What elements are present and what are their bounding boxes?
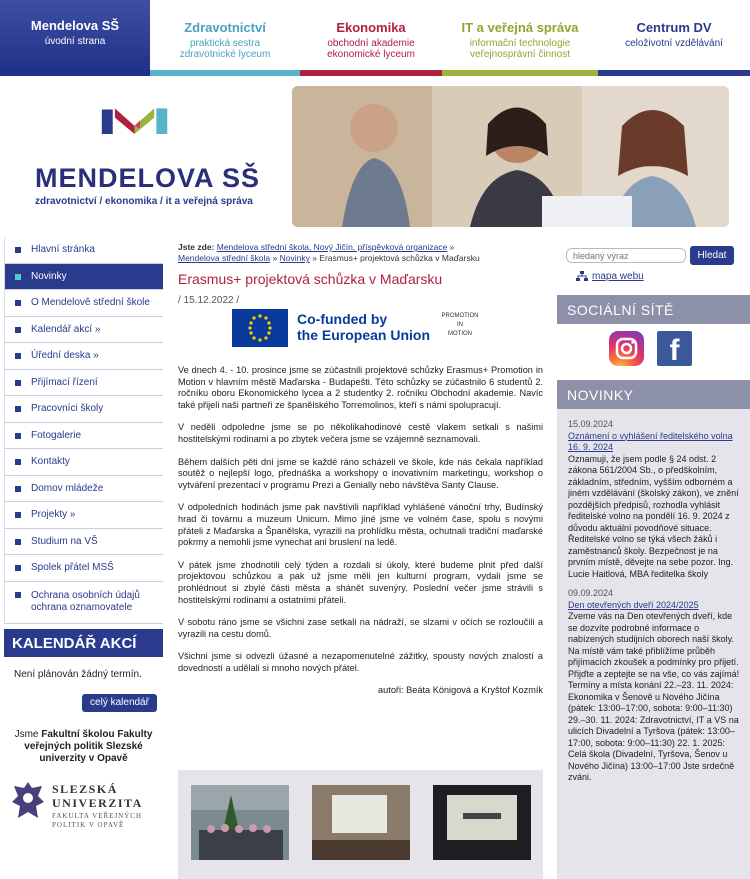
social-heading: SOCIÁLNÍ SÍTĚ	[557, 295, 750, 324]
site-map-label[interactable]: mapa webu	[592, 271, 644, 282]
site-map-link[interactable]	[576, 271, 644, 282]
facebook-icon[interactable]: f	[657, 331, 692, 366]
left-navigation	[4, 237, 163, 624]
sidebar-item-kontakty[interactable]	[4, 449, 163, 476]
sidebar-item-label: Projekty »	[31, 509, 76, 521]
sidebar-item-ochrana-udaju[interactable]	[4, 582, 163, 624]
eu-flag-icon	[232, 309, 288, 347]
sidebar-item-spolek[interactable]	[4, 555, 163, 582]
tab-title: Zdravotnictví	[184, 20, 266, 35]
sidebar-item-label: Ochrana osobních údajů ochrana oznamovatele	[31, 590, 140, 613]
tab-title: Centrum DV	[636, 20, 712, 35]
university-eagle-logo[interactable]	[10, 778, 46, 826]
eu-cofunded-text: Co-funded by the European Union	[297, 311, 430, 343]
sidebar-item-kalendar[interactable]	[4, 317, 163, 344]
sidebar-item-label: Kontakty	[31, 456, 70, 468]
news-title-link[interactable]: Oznámení o vyhlášení ředitelského volna 16. 9. 2024	[568, 430, 733, 452]
news-text: Zveme vás na Den otevřených dveří, kde se dozvíte podrobné informace o nabízených studijních oborech naší školy. Na místě vám také přiblížíme průběh přijímacích zkoušek a podmínky pro přijetí. Přijďte a zeptejte se na vše, co vás zajímá! Termíny a místa konání 22.–23. 11. 2024: Ekonomika v Šenově u Nového Jičína (pátek: 13:00–17:00, sobota: 9:00–11:30) 29.–30. 11. 2024: Zdravotnictví, IT a VS na ulicích Divadelní a Tyršova (pátek: 13:00–17:00, sobota: 9:00–11:30) 22. 1. 2025: Celá škola (Divadelní, Tyršova, Šenov u Nového Jičína) 13:00–17:00 Jste srdečně zváni.	[568, 611, 740, 782]
instagram-icon[interactable]	[609, 331, 644, 366]
bullet-icon	[15, 406, 21, 412]
affiliation-prefix: Jsme	[14, 729, 39, 740]
tab-it-verejna-sprava[interactable]	[442, 0, 598, 76]
sidebar-item-label: O Mendelově střední škole	[31, 297, 150, 309]
breadcrumb-link[interactable]: Mendelova střední škola	[178, 253, 271, 263]
sidebar-item-novinky[interactable]	[4, 264, 163, 291]
gallery-photo[interactable]	[191, 785, 289, 860]
instagram-glyph	[609, 331, 644, 366]
bullet-icon	[15, 433, 21, 439]
faculty-name: FAKULTA VEŘEJNÝCH POLITIK V OPAVĚ	[52, 812, 143, 829]
tab-subtitle: informační technologie veřejnosprávní činnost	[469, 38, 571, 60]
bullet-icon	[15, 486, 21, 492]
article-title: Erasmus+ projektová schůzka v Maďarsku	[178, 271, 443, 287]
news-heading: NOVINKY	[557, 380, 750, 409]
news-text: Oznamuji, že jsem podle § 24 odst. 2 zákona 561/2004 Sb., o předškolním, základním, středním, vyšším odborném a jiném vzdělávání (školský zákon), ve znění pozdějších předpisů, rozhodla vyhlásit ředitelské volno na pondělí 16. 9. 2024 z důvodu aktuální povodňové situace. Ředitelské volno se týká všech žáků i zaměstnanců školy. Bezpečnost je na prvním místě, děvejte na sebe pozor. Ing. Lucie Haitlová, MBA ředitelka školy	[568, 453, 739, 579]
sidebar-item-label: Hlavní stránka	[31, 244, 95, 256]
sidebar-item-pracovnici[interactable]	[4, 396, 163, 423]
sidebar-item-label: Úřední deska »	[31, 350, 99, 362]
affiliation-bold: Fakultní školou Fakulty veřejných politik Slezské univerzity v Opavě	[24, 729, 153, 764]
tab-subtitle: úvodní strana	[44, 36, 106, 47]
bullet-icon	[15, 592, 21, 598]
sidebar-item-uredni-deska[interactable]	[4, 343, 163, 370]
sidebar-item-prijimaci-rizeni[interactable]	[4, 370, 163, 397]
article-date: / 15.12.2022 /	[178, 295, 240, 306]
bullet-icon	[15, 512, 21, 518]
news-list	[557, 409, 750, 879]
breadcrumb-link[interactable]: Mendelova střední škola, Nový Jičín, příspěvková organizace	[216, 242, 448, 252]
sidebar-item-label: Pracovníci školy	[31, 403, 104, 415]
bullet-icon	[15, 247, 21, 253]
bullet-icon	[15, 274, 21, 280]
banner-people-image	[292, 86, 729, 227]
bullet-icon	[15, 565, 21, 571]
news-item	[568, 419, 740, 580]
tab-centrum-dv[interactable]	[598, 0, 750, 76]
article-paragraph: V pátek jsme zhodnotili celý týden a rozdali si úkoly, které budeme plnit před další projektovou schůzkou a pak už jsme měli jen kulturní program, vydali jsme se prohlédnout si zbylé části města a shánět suvenýry. Poslední večer jsme strávili s hostitelskými rodinami a ostatními přáteli.	[178, 559, 543, 605]
article-paragraph: Během dalších pěti dní jsme se každé ráno scházeli ve škole, kde nás čekala například soutěž o nejlepší logo, přednáška a workshopy o inovativním marketingu, workshop o vytváření prezentací v programu Prezi a Genially nebo návštěva Santy Clause.	[178, 456, 543, 490]
calendar-heading: KALENDÁŘ AKCÍ	[4, 629, 163, 657]
sidebar-item-hlavni-stranka[interactable]	[4, 237, 163, 264]
tab-color-bar	[598, 70, 750, 76]
promotion-in-motion-logo: PROMOTION IN MOTION	[441, 313, 479, 337]
logo-name: MENDELOVA SŠ	[35, 163, 261, 193]
search-button[interactable]: Hledat	[690, 246, 734, 265]
breadcrumb-label: Jste zde:	[178, 242, 215, 252]
sidebar-item-label: Novinky	[31, 270, 67, 282]
logo-tagline: zdravotnictví / ekonomika / it a veřejná správa	[35, 196, 253, 207]
university-affiliation	[4, 729, 163, 765]
top-navigation	[0, 0, 750, 76]
breadcrumb-link[interactable]: Novinky	[279, 253, 310, 263]
photo-gallery	[178, 770, 543, 879]
tab-title: Mendelova SŠ	[30, 18, 120, 33]
tab-subtitle: obchodní akademie ekonomické lyceum	[327, 38, 415, 60]
tab-mendelova-ss[interactable]	[0, 0, 150, 76]
article-paragraph: Ve dnech 4. - 10. prosince jsme se zúčastnili projektové schůzky Erasmus+ Promotion in Motion v hlavním městě Maďarska - Budapešti. Této schůzky se zúčastnilo 6 studentů 2. ročníku oboru Ekonomického lycea a 2 studentky 2. ročníku Obchodní akademie. Navíc také přijeli naši partneři ze španělského Torremolinos, kteří s námi spolupracují.	[178, 365, 543, 410]
sidebar-item-studium-vs[interactable]	[4, 529, 163, 556]
breadcrumb-current: Erasmus+ projektová schůzka v Maďarsku	[319, 253, 480, 263]
tab-subtitle: celoživotní vzdělávání	[625, 38, 723, 49]
bullet-icon	[15, 539, 21, 545]
sidebar-item-label: Studium na VŠ	[31, 535, 98, 547]
sidebar-item-label: Kalendář akcí »	[31, 323, 101, 335]
header-banner-photo	[292, 86, 729, 227]
breadcrumb: Jste zde: Mendelova střední škola, Nový Jičín, příspěvková organizace » Mendelova střední škola » Novinky » Erasmus+ projektová schůzka v Maďarsku	[178, 242, 480, 263]
news-date: 09.09.2024	[568, 588, 614, 598]
calendar-empty-text: Není plánován žádný termín.	[14, 669, 142, 680]
article-author: autoři: Beáta Königová a Kryštof Kozmík	[378, 685, 543, 696]
sidebar-item-fotogalerie[interactable]	[4, 423, 163, 450]
bullet-icon	[15, 327, 21, 333]
tab-zdravotnictvi[interactable]	[150, 0, 300, 76]
gallery-photo[interactable]	[433, 785, 531, 860]
full-calendar-button[interactable]: celý kalendář	[82, 694, 157, 712]
sidebar-item-label: Fotogalerie	[31, 429, 82, 441]
tab-color-bar	[150, 70, 300, 76]
eu-cofunded-logo	[232, 309, 432, 349]
bullet-icon	[15, 459, 21, 465]
school-logo-mark[interactable]	[95, 104, 245, 164]
article-paragraph: V sobotu ráno jsme se všichni zase setkali na nádraží, se slzami v očích se rozloučili a vyrazili na cestu domů.	[178, 617, 543, 639]
news-title-link[interactable]: Den otevřených dveří 2024/2025	[568, 599, 699, 610]
bullet-icon	[15, 300, 21, 306]
sitemap-icon	[576, 271, 588, 281]
bullet-icon	[15, 380, 21, 386]
tab-subtitle: praktická sestra zdravotnické lyceum	[179, 38, 271, 60]
search-input[interactable]	[566, 248, 686, 263]
tab-title: Ekonomika	[336, 20, 406, 35]
tab-color-bar	[442, 70, 598, 76]
university-name[interactable]: SLEZSKÁ UNIVERZITA	[52, 782, 143, 810]
tab-title: IT a veřejná správa	[461, 20, 579, 35]
sidebar-item-o-skole[interactable]	[4, 290, 163, 317]
sidebar-item-label: Domov mládeže	[31, 482, 104, 494]
news-item	[568, 588, 740, 784]
sidebar-item-label: Spolek přátel MSŠ	[31, 562, 114, 574]
sidebar-item-domov-mladeze[interactable]	[4, 476, 163, 503]
tab-color-bar	[300, 70, 442, 76]
article-paragraph: V neděli odpoledne jsme se po několikahodinové cestě vlakem setkali s našimi hostitelskými rodinami a po zbytek večera jsme se vzájemně seznamovali.	[178, 422, 543, 444]
news-date: 15.09.2024	[568, 419, 614, 429]
article-paragraph: V odpoledních hodinách jsme pak navštívili například vyhlášené vánoční trhy, Budínský hrad či továrnu a muzeum Unicum. Mimo jiné jsme ve volném čase, spolu s novými přáteli z Maďarska a Španělska, vyrazili na prohlídku města, ochutnali tradiční maďarské pokrmy a nemohli jsme vynechat ani bruslení na ledě.	[178, 502, 543, 548]
article-body	[178, 365, 543, 708]
article-paragraph: Všichni jsme si odvezli úžasné a nezapomenutelné zážitky, spousty nových znalostí a dovedností a udělali si mnoho nových přátel.	[178, 651, 543, 673]
gallery-photo[interactable]	[312, 785, 410, 860]
sidebar-item-label: Přijímací řízení	[31, 376, 98, 388]
tab-ekonomika[interactable]	[300, 0, 442, 76]
sidebar-item-projekty[interactable]	[4, 502, 163, 529]
bullet-icon	[15, 353, 21, 359]
